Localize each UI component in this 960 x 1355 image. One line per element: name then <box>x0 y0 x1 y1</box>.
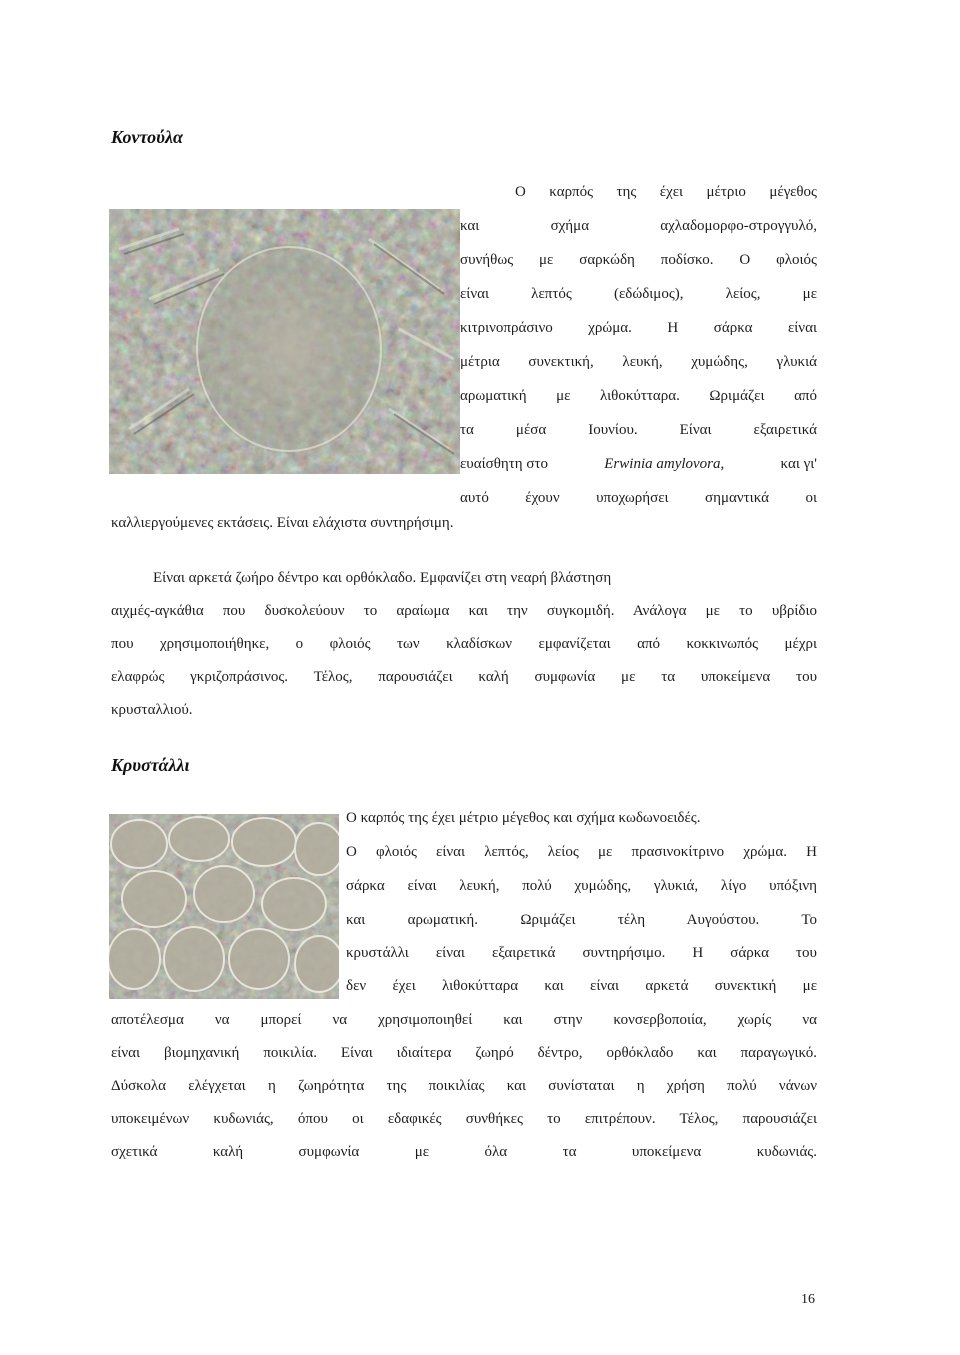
paragraph-line: αιχμές-αγκάθια που δυσκολεύουν το αραίωμα και την συγκομιδή. Ανάλογα με το υβρίδιο <box>111 603 817 619</box>
paragraph-line: Δύσκολα ελέγχεται η ζωηρότητα της ποικιλίας και συνίσταται η χρήση πολύ νάνων <box>111 1078 817 1094</box>
paragraph-line: κρυσταλλιού. <box>111 702 193 718</box>
text-line: Ο καρπός της έχει μέτριο μέγεθος και σχήμα κωδωνοειδές. <box>346 810 701 826</box>
text-line: αυτό έχουν υποχωρήσει σημαντικά οι <box>460 490 817 506</box>
text-line: Ο καρπός της έχει μέτριο μέγεθος <box>515 184 817 200</box>
text-line: καλλιεργούμενες εκτάσεις. Είναι ελάχιστα συντηρήσιμη. <box>111 515 454 531</box>
paragraph-line: σχετικά καλή συμφωνία με όλα τα υποκείμενα κυδωνιάς. <box>111 1144 817 1160</box>
text-line: κρυστάλλι είναι εξαιρετικά συντηρήσιμο. Η σάρκα του <box>346 945 817 961</box>
paragraph-line: Είναι αρκετά ζωήρο δέντρο και ορθόκλαδο. Εμφανίζει στη νεαρή βλάστηση <box>153 570 612 586</box>
text-fragment: και γι' <box>780 456 817 472</box>
text-line: και σχήμα αχλαδομορφο-στρογγυλό, <box>460 218 817 234</box>
text-line-with-species <box>460 454 817 474</box>
paragraph-line: ελαφρώς γκριζοπράσινος. Τέλος, παρουσιάζει καλή συμφωνία με τα υποκείμενα του <box>111 669 817 685</box>
text-line: και αρωματική. Ωριμάζει τέλη Αυγούστου. Το <box>346 912 817 928</box>
species-name: Erwinia amylovora, <box>604 456 725 472</box>
pear-photo-krystalli <box>109 814 339 999</box>
text-line: δεν έχει λιθοκύτταρα και είναι αρκετά συνεκτική με <box>346 978 817 994</box>
pear-photo-kontoula <box>109 209 460 474</box>
paragraph-line: που χρησιμοποιήθηκε, ο φλοιός των κλαδίσκων εμφανίζεται από κοκκινωπός μέχρι <box>111 636 817 652</box>
text-line: σάρκα είναι λευκή, πολύ χυμώδης, γλυκιά, λίγο υπόξινη <box>346 878 817 894</box>
text-line: συνήθως με σαρκώδη ποδίσκο. Ο φλοιός <box>460 252 817 268</box>
text-line: Ο φλοιός είναι λεπτός, λείος με πρασινοκίτρινο χρώμα. Η <box>346 844 817 860</box>
paragraph-line: υποκειμένων κυδωνιάς, όπου οι εδαφικές συνθήκες το επιτρέπουν. Τέλος, παρουσιάζει <box>111 1111 817 1127</box>
paragraph-line: αποτέλεσμα να μπορεί να χρησιμοποιηθεί και στην κονσερβοποιία, χωρίς να <box>111 1012 817 1028</box>
section-title-krystalli: Κρυστάλλι <box>111 755 190 775</box>
text-fragment: ευαίσθητη στο <box>460 456 548 472</box>
text-line: τα μέσα Ιουνίου. Είναι εξαιρετικά <box>460 422 817 438</box>
page-number: 16 <box>801 1292 815 1307</box>
text-line: κιτρινοπράσινο χρώμα. Η σάρκα είναι <box>460 320 817 336</box>
text-line: είναι λεπτός (εδώδιμος), λείος, με <box>460 286 817 302</box>
text-line: αρωματική με λιθοκύτταρα. Ωριμάζει από <box>460 388 817 404</box>
section-title-kontoula: Κοντούλα <box>111 127 183 147</box>
text-line: μέτρια συνεκτική, λευκή, χυμώδης, γλυκιά <box>460 354 817 370</box>
paragraph-line: είναι βιομηχανική ποικιλία. Είναι ιδιαίτερα ζωηρό δέντρο, ορθόκλαδο και παραγωγικό. <box>111 1045 817 1061</box>
